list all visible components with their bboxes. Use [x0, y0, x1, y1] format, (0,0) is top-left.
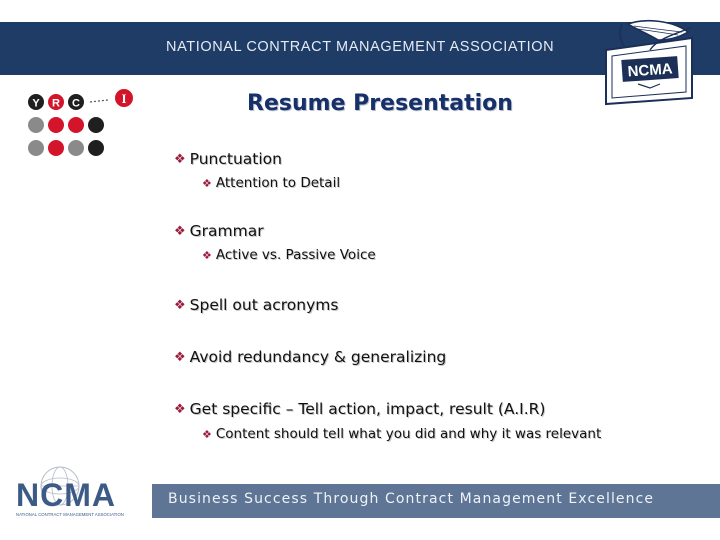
organization-name: NATIONAL CONTRACT MANAGEMENT ASSOCIATION [166, 39, 555, 55]
bullet-text: Punctuation [189, 150, 282, 168]
subbullet-active-passive-voice [202, 247, 376, 263]
ncma-footer-logo [14, 462, 144, 520]
diamond-bullet-icon: ❖ [202, 176, 212, 190]
seal-text: NCMA [627, 60, 674, 81]
diamond-bullet-icon: ❖ [174, 349, 186, 365]
yrc-letter-y: Y [32, 97, 40, 110]
bullet-text: Grammar [189, 222, 264, 240]
bullet-text: Spell out acronyms [189, 296, 339, 314]
slide-title: Resume Presentation [247, 91, 513, 116]
bullet-avoid-redundancy [174, 348, 446, 366]
yrc-badge-letter: I [121, 91, 127, 106]
bullet-get-specific [174, 400, 545, 418]
diamond-bullet-icon: ❖ [202, 248, 212, 262]
subbullet-attention-to-detail [202, 175, 340, 191]
subbullet-text: Content should tell what you did and why it was relevant [215, 426, 602, 442]
footer-tagline: Business Success Through Contract Management Excellence [168, 491, 655, 507]
footer-logo-subtext: NATIONAL CONTRACT MANAGEMENT ASSOCIATION [16, 512, 124, 517]
bullet-punctuation [174, 150, 282, 168]
diamond-bullet-icon: ❖ [174, 401, 186, 417]
bullet-spell-out-acronyms [174, 296, 338, 314]
diamond-bullet-icon: ❖ [202, 427, 212, 441]
yrc-letter-c: C [72, 97, 80, 110]
bullet-text: Avoid redundancy & generalizing [189, 348, 447, 366]
subbullet-text: Attention to Detail [215, 175, 341, 191]
bullet-grammar [174, 222, 264, 240]
bullet-text: Get specific – Tell action, impact, result (A.I.R) [189, 400, 546, 418]
subbullet-text: Active vs. Passive Voice [215, 247, 376, 263]
diamond-bullet-icon: ❖ [174, 223, 186, 239]
subbullet-content-relevance [202, 426, 601, 442]
diamond-bullet-icon: ❖ [174, 151, 186, 167]
yrc-letter-r: R [52, 97, 60, 110]
diamond-bullet-icon: ❖ [174, 297, 186, 313]
footer-logo-text: NCMA [16, 477, 116, 513]
